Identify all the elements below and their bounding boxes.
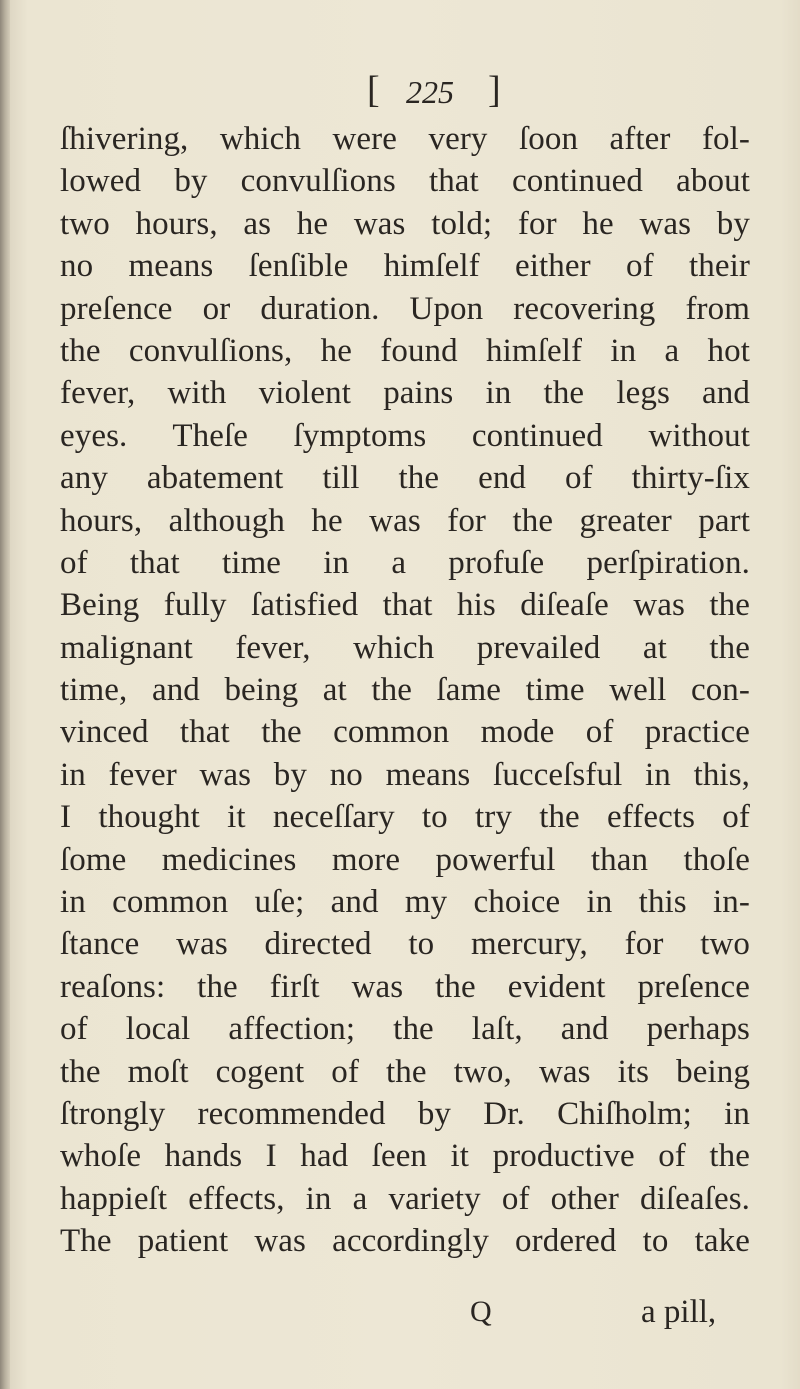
catchword: a pill,: [641, 1294, 717, 1330]
page-binding-edge: [0, 0, 10, 1389]
text-line: Being fully ſatisfied that his diſeaſe was the: [60, 587, 750, 624]
text-line: time, and being at the ſame time well con-: [60, 672, 750, 709]
text-line: two hours, as he was told; for he was by: [60, 205, 750, 242]
text-line: malignant fever, which prevailed at the: [60, 629, 750, 666]
text-line: ſtrongly recommended by Dr. Chiſholm; in: [60, 1095, 750, 1132]
text-line: fever, with violent pains in the legs and: [60, 375, 750, 412]
text-line: vinced that the common mode of practice: [60, 714, 750, 751]
text-line: ſhivering, which were very ſoon after fol-: [60, 121, 750, 157]
text-line: reaſons: the firſt was the evident preſence: [60, 968, 750, 1005]
text-line: any abatement till the end of thirty-ſix: [60, 460, 750, 497]
text-line: eyes. Theſe ſymptoms continued without: [60, 417, 750, 454]
page-number: 225: [406, 74, 454, 110]
text-line: I thought it neceſſary to try the effects of: [60, 799, 750, 836]
body-text: [60, 118, 750, 1263]
text-line: The patient was accordingly ordered to take: [60, 1223, 750, 1260]
header-bracket-open: [: [367, 69, 380, 111]
text-line: lowed by convulſions that continued about: [60, 163, 750, 200]
text-line: whoſe hands I had ſeen it productive of the: [60, 1138, 750, 1175]
page-footer: [0, 1290, 800, 1334]
signature-mark: Q: [470, 1295, 492, 1328]
page-header: [0, 68, 800, 112]
text-line: hours, although he was for the greater part: [60, 502, 750, 539]
header-bracket-close: ]: [488, 69, 501, 111]
text-line: ſtance was directed to mercury, for two: [60, 926, 750, 963]
text-line: of that time in a profuſe perſpiration.: [60, 544, 750, 581]
text-line: the moſt cogent of the two, was its being: [60, 1053, 750, 1090]
text-line: ſome medicines more powerful than thoſe: [60, 841, 750, 878]
text-line: in fever was by no means ſucceſsful in this,: [60, 756, 750, 793]
text-line: the convulſions, he found himſelf in a hot: [60, 332, 750, 369]
text-line: no means ſenſible himſelf either of their: [60, 248, 750, 285]
text-line: of local affection; the laſt, and perhaps: [60, 1011, 750, 1048]
text-line: in common uſe; and my choice in this in-: [60, 884, 750, 921]
text-line: preſence or duration. Upon recovering from: [60, 290, 750, 327]
text-line: happieſt effects, in a variety of other diſeaſes.: [60, 1180, 750, 1217]
